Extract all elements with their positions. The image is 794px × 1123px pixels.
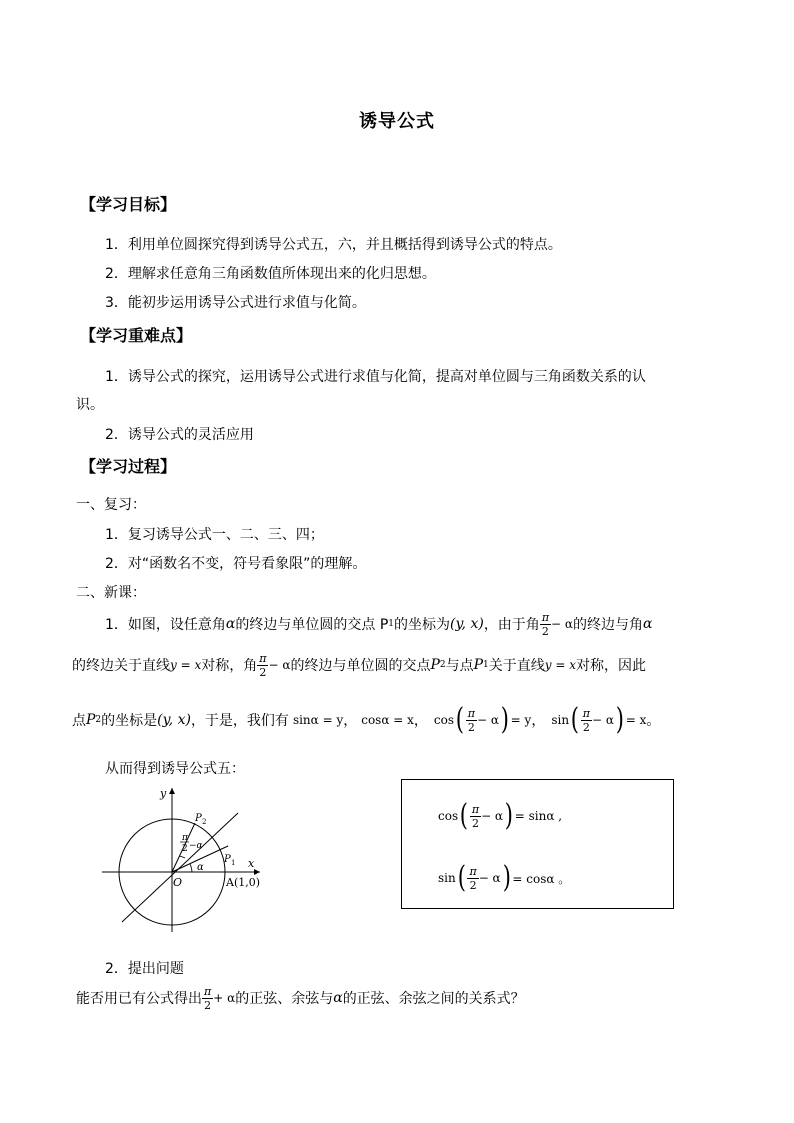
- paragraph-line-1: 1．如图，设任意角 α 的终边与单位圆的交点 P 1 的坐标为 (y, x) ，由于角 $\frac{\pi}{2}$ − α 的终边与角 α: [105, 610, 653, 638]
- formula-cos: cos ( $\frac{\pi}{2}$ − α ) = sinα ,: [438, 798, 563, 833]
- paragraph-line-2: 的终边关于直线 y = x 对称，角 $\frac{\pi}{2}$ − α 的终边与单位圆的交点 P 2 与点 P 1 关于直线 y = x 对称，因此: [72, 651, 646, 679]
- line-y-equals-x: [122, 813, 238, 922]
- key-point-1b: 识。: [76, 397, 104, 413]
- alpha-angle-label: α: [197, 862, 204, 873]
- paragraph-line-3: 点 P 2 的坐标是 (y, x) ，于是，我们有 sinα = y ， cosα = x ， cos ( $\frac{\pi}{2}$ − α ) = y ， sin ( $\frac{\pi}{2}$ − α ) = x 。: [72, 702, 661, 737]
- minus-alpha-label: −α: [189, 841, 203, 851]
- review-item-2: 2．对“函数名不变，符号看象限”的理解。: [105, 556, 367, 572]
- two-label: 2: [182, 844, 188, 854]
- p1-subscript: 1: [231, 859, 236, 867]
- pi-label: π: [182, 833, 188, 843]
- formula-box: [401, 779, 674, 909]
- new-lesson-title: 二、新课：: [76, 585, 146, 601]
- formula-sin: sin ( $\frac{\pi}{2}$ − α ) = cosα 。: [438, 860, 571, 895]
- goal-item-2: 2．理解求任意角三角函数值所体现出来的化归思想。: [105, 266, 436, 282]
- y-axis-label: y: [160, 787, 167, 800]
- heading-process: 【学习过程】: [80, 457, 177, 476]
- p2-label: P: [195, 813, 202, 824]
- heading-learning-goals: 【学习目标】: [80, 195, 177, 214]
- question-text: 能否用已有公式得出 $\frac{\pi}{2}$ + α 的正弦、余弦与 α 的正弦、余弦之间的关系式？: [76, 984, 525, 1012]
- goal-item-3: 3．能初步运用诱导公式进行求值与化简。: [105, 295, 366, 311]
- formula-intro: 从而得到诱导公式五：: [105, 761, 245, 777]
- origin-label: O: [173, 876, 183, 889]
- question-title: 2．提出问题: [105, 961, 184, 977]
- review-item-1: 1．复习诱导公式一、二、三、四；: [105, 527, 324, 543]
- page-title: 诱导公式: [359, 111, 435, 132]
- x-axis-label: x: [248, 857, 255, 870]
- point-a-label: A(1,0): [226, 876, 261, 889]
- key-point-1a: 1．诱导公式的探究，运用诱导公式进行求值与化简，提高对单位圆与三角函数关系的认: [105, 369, 646, 385]
- heading-key-points: 【学习重难点】: [80, 326, 193, 345]
- p1-label: P: [224, 854, 231, 865]
- review-title: 一、复习：: [76, 497, 146, 513]
- goal-item-1: 1．利用单位圆探究得到诱导公式五，六，并且概括得到诱导公式的特点。: [105, 237, 562, 253]
- key-point-2: 2．诱导公式的灵活应用: [105, 427, 254, 443]
- p2-subscript: 2: [202, 818, 207, 826]
- unit-circle-figure: [100, 785, 265, 935]
